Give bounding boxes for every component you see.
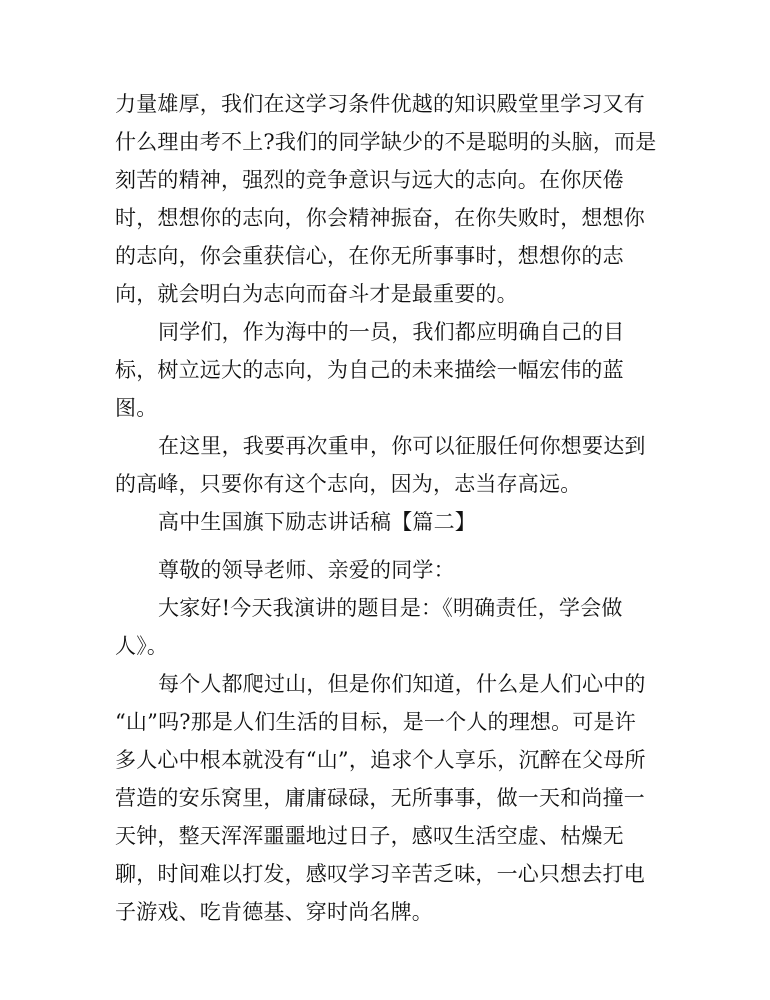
paragraph-start-here: 在这里，我要再次重申，你可以征服任何你想要达到 (158, 434, 646, 458)
text-line-8: 标，树立远大的志向，为自己的未来描绘一幅宏伟的蓝 (115, 358, 624, 382)
greeting-line: 大家好!今天我演讲的题目是：《明确责任，学会做 (158, 596, 623, 620)
text-line-20: 天钟，整天浑浑噩噩地过日子，感叹生活空虚、枯燥无 (115, 824, 624, 848)
section-heading: 高中生国旗下励志讲话稿【篇二】 (158, 510, 476, 534)
text-line-1: 力量雄厚，我们在这学习条件优越的知识殿堂里学习又有 (115, 92, 645, 116)
text-line-2: 什么理由考不上?我们的同学缺少的不是聪明的头脑，而是 (115, 130, 657, 154)
text-line-11: 的高峰，只要你有这个志向，因为，志当存高远。 (115, 472, 582, 496)
text-line-22: 子游戏、吃肯德基、穿时尚名牌。 (115, 900, 433, 924)
text-line-18: 多人心中根本就没有“山”，追求个人享乐，沉醉在父母所 (115, 748, 646, 772)
text-line-9: 图。 (115, 396, 158, 420)
text-line-6: 向，就会明白为志向而奋斗才是最重要的。 (115, 282, 518, 306)
salutation: 尊敬的领导老师、亲爱的同学： (158, 558, 455, 582)
text-line-3: 刻苦的精神，强烈的竞争意识与远大的志向。在你厌倦 (115, 168, 624, 192)
text-line-15: 人》。 (115, 634, 169, 658)
paragraph-start-classmates: 同学们，作为海中的一员，我们都应明确自己的目 (158, 320, 625, 344)
text-line-17: “山”吗?那是人们生活的目标，是一个人的理想。可是许 (115, 710, 636, 734)
text-line-21: 聊，时间难以打发，感叹学习辛苦乏味，一心只想去打电 (115, 862, 645, 886)
text-line-19: 营造的安乐窝里，庸庸碌碌，无所事事，做一天和尚撞一 (115, 786, 645, 810)
text-line-4: 时，想想你的志向，你会精神振奋，在你失败时，想想你 (115, 206, 645, 230)
paragraph-start-mountain: 每个人都爬过山，但是你们知道，什么是人们心中的 (158, 672, 646, 696)
text-line-5: 的志向，你会重获信心，在你无所事事时，想想你的志 (115, 244, 624, 268)
